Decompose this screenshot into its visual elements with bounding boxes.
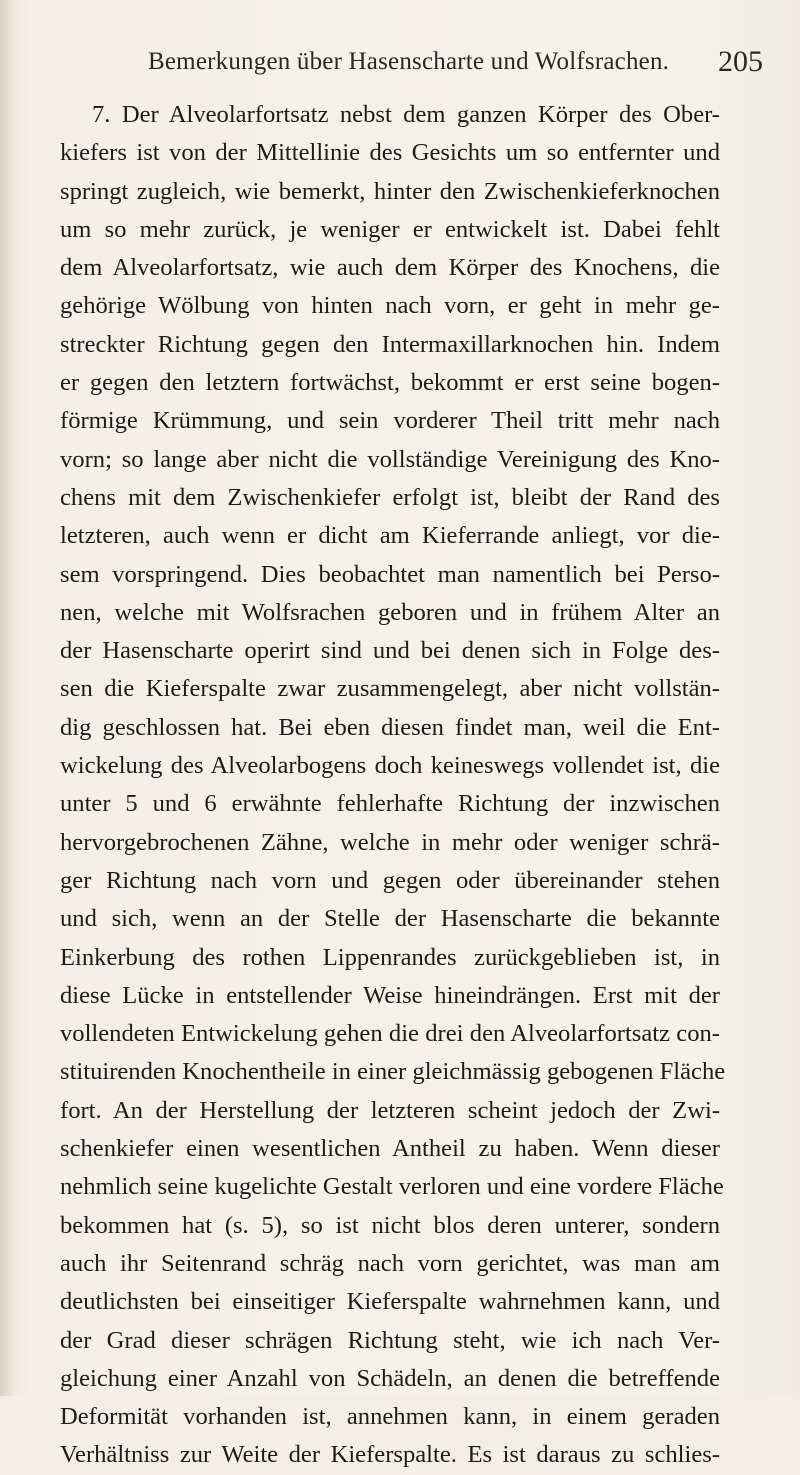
text-line: kiefers ist von der Mittellinie des Gesichts um so entfernter und xyxy=(60,139,720,167)
text-line: um so mehr zurück, je weniger er entwickelt ist. Dabei fehlt xyxy=(60,215,720,243)
text-line: sen die Kieferspalte zwar zusammengelegt, aber nicht vollstän- xyxy=(60,675,720,703)
text-line: dem Alveolarfortsatz, wie auch dem Körper des Knochens, die xyxy=(60,254,720,282)
text-line: unter 5 und 6 erwähnte fehlerhafte Richtung der inzwischen xyxy=(60,790,720,818)
text-line: nehmlich seine kugelichte Gestalt verloren und eine vordere Fläche xyxy=(60,1173,724,1201)
binding-shadow xyxy=(0,0,14,1396)
running-head: Bemerkungen über Hasenscharte und Wolfsrachen. xyxy=(148,48,670,75)
text-line: 7. Der Alveolarfortsatz nebst dem ganzen Körper des Ober- xyxy=(92,101,720,128)
text-line: der Hasenscharte operirt sind und bei denen sich in Folge des- xyxy=(60,637,720,665)
text-line: letzteren, auch wenn er dicht am Kieferrande anliegt, vor die- xyxy=(60,522,720,550)
text-line: Verhältniss zur Weite der Kieferspalte. Es ist daraus zu schlies- xyxy=(60,1441,720,1469)
body-text xyxy=(60,96,726,1475)
text-line: auch ihr Seitenrand schräg nach vorn gerichtet, was man am xyxy=(60,1249,720,1277)
text-line: fort. An der Herstellung der letzteren scheint jedoch der Zwi- xyxy=(60,1096,720,1124)
text-line: förmige Krümmung, und sein vorderer Theil tritt mehr nach xyxy=(60,407,720,435)
text-line: und sich, wenn an der Stelle der Hasenscharte die bekannte xyxy=(60,905,720,933)
text-line: der Grad dieser schrägen Richtung steht, wie ich nach Ver- xyxy=(60,1326,720,1354)
text-line: nen, welche mit Wolfsrachen geboren und in frühem Alter an xyxy=(60,598,720,626)
text-line: diese Lücke in entstellender Weise hineindrängen. Erst mit der xyxy=(60,981,720,1009)
text-line: vollendeten Entwickelung gehen die drei den Alveolarfortsatz con- xyxy=(60,1020,720,1048)
text-line: ger Richtung nach vorn und gegen oder übereinander stehen xyxy=(60,866,720,894)
text-line: bekommen hat (s. 5), so ist nicht blos deren unterer, sondern xyxy=(60,1211,720,1239)
text-line: Einkerbung des rothen Lippenrandes zurückgeblieben ist, in xyxy=(60,943,720,971)
text-line: er gegen den letztern fortwächst, bekommt er erst seine bogen- xyxy=(60,369,720,397)
text-line: deutlichsten bei einseitiger Kieferspalte wahrnehmen kann, und xyxy=(60,1288,720,1316)
text-line: stituirenden Knochentheile in einer gleichmässig gebogenen Fläche xyxy=(60,1058,726,1086)
text-line: streckter Richtung gegen den Intermaxillarknochen hin. Indem xyxy=(60,330,720,358)
text-line: Deformität vorhanden ist, annehmen kann, in einem geraden xyxy=(60,1403,720,1431)
text-line: hervorgebrochenen Zähne, welche in mehr oder weniger schrä- xyxy=(60,828,720,856)
page-header xyxy=(0,45,800,88)
text-line: wickelung des Alveolarbogens doch keineswegs vollendet ist, die xyxy=(60,752,720,780)
text-line: schenkiefer einen wesentlichen Antheil zu haben. Wenn dieser xyxy=(60,1135,720,1163)
text-line: dig geschlossen hat. Bei eben diesen findet man, weil die Ent- xyxy=(60,713,720,741)
text-line: sem vorspringend. Dies beobachtet man namentlich bei Perso- xyxy=(60,560,720,588)
text-line: gehörige Wölbung von hinten nach vorn, er geht in mehr ge- xyxy=(60,292,720,320)
page-number: 205 xyxy=(718,45,763,78)
text-line: springt zugleich, wie bemerkt, hinter den Zwischenkieferknochen xyxy=(60,177,720,205)
text-line: chens mit dem Zwischenkiefer erfolgt ist, bleibt der Rand des xyxy=(60,483,720,511)
text-line: gleichung einer Anzahl von Schädeln, an denen die betreffende xyxy=(60,1364,720,1392)
text-line: vorn; so lange aber nicht die vollständige Vereinigung des Kno- xyxy=(60,445,720,473)
